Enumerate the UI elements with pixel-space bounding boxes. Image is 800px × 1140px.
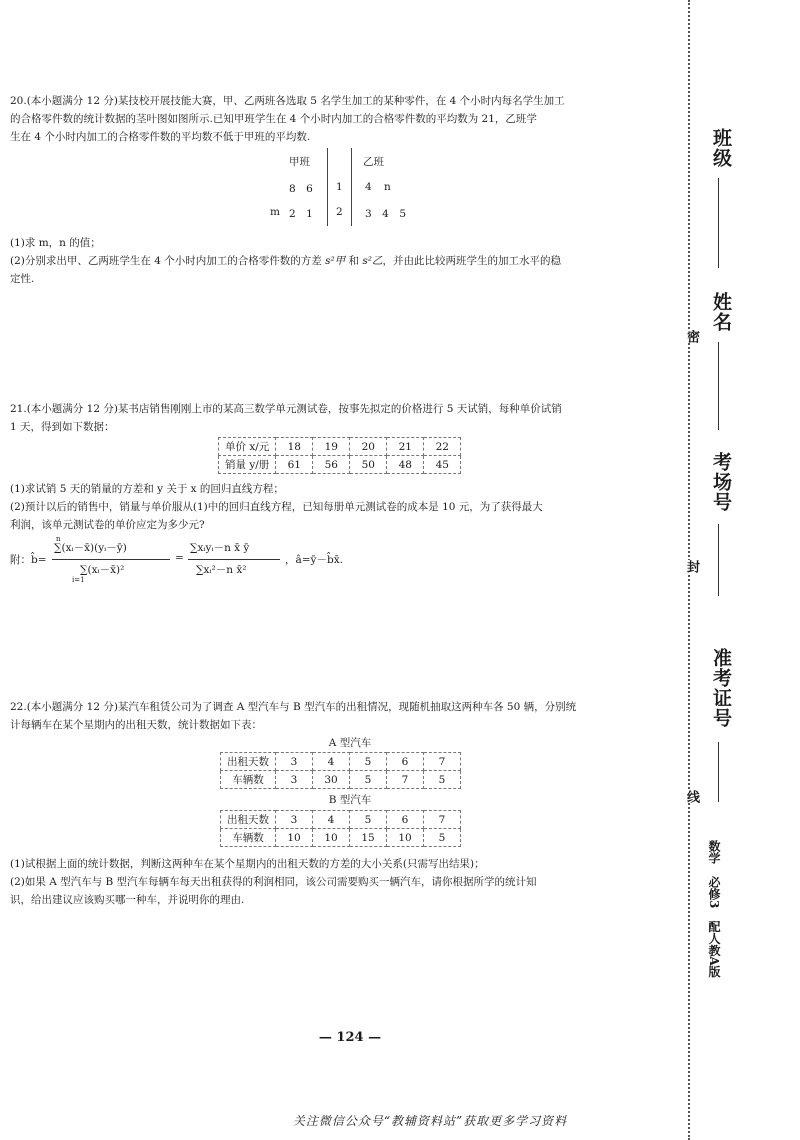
name-label: 姓名 (710, 292, 732, 332)
stem-row1-stem: 1 (336, 181, 343, 193)
table-cell: 22 (424, 438, 461, 456)
table-cell: 6 (387, 811, 424, 829)
price-sales-table (218, 437, 461, 474)
table-row (221, 753, 461, 771)
table-row (219, 456, 461, 474)
formula-suffix: ，â=ȳ－b̂x̄. (285, 554, 343, 566)
table-cell: 61 (276, 456, 313, 474)
table-cell: 30 (313, 771, 350, 789)
table-cell: 10 (313, 829, 350, 847)
type-a-table (220, 752, 461, 789)
table-cell: 19 (313, 438, 350, 456)
formula-sum-bottom: i=1 (72, 576, 85, 584)
footer-note: 关注微信公众号“教辅资料站”获取更多学习资料 (292, 1114, 568, 1128)
table-row (219, 438, 461, 456)
table-cell: 50 (350, 456, 387, 474)
table-cell: 出租天数 (221, 753, 276, 771)
formula-num-2: ∑xᵢyᵢ－n x̄ ȳ (190, 542, 250, 554)
q20-line: 的合格零件数的统计数据的茎叶图如图所示.已知甲班学生在 4 个小时内加工的合格零件数的平均数为 21，乙班学 (10, 113, 537, 125)
q20-part2-a: (2)分别求出甲、乙两班学生在 4 个小时内加工的合格零件数的方差 (10, 255, 322, 267)
formula-sum-top: n (56, 535, 61, 543)
table-cell: 45 (424, 456, 461, 474)
formula-prefix: 附：b̂= (10, 554, 47, 566)
stem-row2-m: m (270, 206, 280, 218)
table-row (221, 771, 461, 789)
table-cell: 3 (276, 771, 313, 789)
q20-and: 和 (348, 255, 360, 267)
table-cell: 7 (424, 811, 461, 829)
table-b-caption: B 型汽车 (328, 794, 372, 806)
table-cell: 车辆数 (221, 829, 276, 847)
fraction-bar (52, 559, 170, 560)
q22-part2-a: (2)如果 A 型汽车与 B 型汽车每辆车每天出租获得的利润相同，该公司需要购买一辆汽车，请你根据所学的统计知 (10, 876, 537, 888)
seal-mark-2: 封 (684, 560, 699, 573)
stem-row1-right-b: n (384, 181, 391, 193)
stem-left-header: 甲班 (289, 156, 310, 168)
stem-row1-right-a: 4 (365, 181, 372, 193)
table-cell: 出租天数 (221, 811, 276, 829)
q21-parts (10, 480, 670, 534)
stem-row2-stem: 2 (336, 206, 343, 218)
table-cell: 5 (350, 771, 387, 789)
table-row (221, 811, 461, 829)
table-cell: 销量 y/册 (219, 456, 276, 474)
q21-line: 1 天，得到如下数据： (10, 421, 115, 433)
question-21 (10, 400, 670, 436)
ticket-number-label: 准考证号 (710, 648, 732, 728)
stem-row2-left: 2 1 (289, 208, 313, 220)
table-cell: 3 (276, 811, 313, 829)
table-cell: 5 (424, 829, 461, 847)
table-cell: 5 (350, 753, 387, 771)
exam-room-blank (718, 524, 719, 596)
fraction-bar (188, 559, 280, 560)
q22-parts (10, 855, 670, 909)
table-a-caption: A 型汽车 (328, 737, 372, 749)
seal-mark-3: 线 (684, 790, 699, 803)
formula-den-1: ∑(xᵢ－x̄)² (80, 564, 125, 576)
table-cell: 56 (313, 456, 350, 474)
page-number: — 124 — (318, 1030, 382, 1045)
class-label: 班级 (710, 128, 732, 168)
table-cell: 48 (387, 456, 424, 474)
table-cell: 7 (424, 753, 461, 771)
name-blank (718, 342, 719, 430)
table-cell: 3 (276, 753, 313, 771)
table-cell: 15 (350, 829, 387, 847)
table-cell: 5 (350, 811, 387, 829)
stem-right-header: 乙班 (363, 156, 384, 168)
seal-mark-1: 密 (684, 330, 699, 343)
q22-part2-b: 识，给出建议应该购买哪一种车，并说明你的理由. (10, 894, 245, 906)
q20-part1: (1)求 m，n 的值； (10, 237, 101, 249)
q20-part2 (10, 252, 670, 270)
table-cell: 车辆数 (221, 771, 276, 789)
q20-parts (10, 234, 670, 288)
stem-divider-right (351, 148, 352, 226)
class-blank (718, 178, 719, 268)
q20-part2-b: ，并由此比较两班学生的加工水平的稳 (382, 255, 561, 267)
q20-variance-1: s²甲 (325, 255, 346, 267)
regression-formula (10, 535, 430, 585)
formula-num-1: ∑(xᵢ－x̄)(yᵢ－ȳ) (54, 542, 127, 554)
formula-eq: = (175, 552, 184, 564)
q21-part2-a: (2)预计以后的销售中，销量与单价服从(1)中的回归直线方程，已知每册单元测试卷的成本是 10 元，为了获得最大 (10, 501, 543, 513)
q21-part2-b: 利润，该单元测试卷的单价应定为多少元? (10, 519, 205, 531)
exam-room-label: 考场号 (710, 452, 732, 512)
table-cell: 20 (350, 438, 387, 456)
book-info: 数学 必修3 配人教A版 (707, 840, 721, 978)
q20-line: 20.(本小题满分 12 分)某技校开展技能大赛，甲、乙两班各选取 5 名学生加工的某种零件，在 4 个小时内每名学生加工 (10, 95, 565, 107)
stem-row2-right: 3 4 5 (365, 208, 407, 220)
table-cell: 5 (424, 771, 461, 789)
table-cell: 21 (387, 438, 424, 456)
table-cell: 单价 x/元 (219, 438, 276, 456)
q21-line: 21.(本小题满分 12 分)某书店销售刚刚上市的某高三数学单元测试卷，按事先拟定的价格进行 5 天试销，每种单价试销 (10, 403, 562, 415)
table-cell: 18 (276, 438, 313, 456)
table-cell: 4 (313, 811, 350, 829)
table-cell: 7 (387, 771, 424, 789)
table-cell: 4 (313, 753, 350, 771)
q21-part1: (1)求试销 5 天的销量的方差和 y 关于 x 的回归直线方程； (10, 483, 284, 495)
q22-part1: (1)试根据上面的统计数据，判断这两种车在某个星期内的出租天数的方差的大小关系(只需写出结果)； (10, 858, 485, 870)
type-b-table (220, 810, 461, 847)
table-cell: 10 (387, 829, 424, 847)
q20-variance-2: s²乙 (362, 255, 383, 267)
table-cell: 6 (387, 753, 424, 771)
formula-den-2: ∑xᵢ²－n x̄² (196, 564, 247, 576)
q22-line: 22.(本小题满分 12 分)某汽车租赁公司为了调查 A 型汽车与 B 型汽车的出租情况，现随机抽取这两种车各 50 辆，分别统 (10, 701, 577, 713)
q22-line: 计每辆车在某个星期内的出租天数，统计数据如下表： (10, 719, 262, 731)
stem-divider-left (327, 148, 328, 226)
q20-line: 生在 4 个小时内加工的合格零件数的平均数不低于甲班的平均数. (10, 131, 311, 143)
table-cell: 10 (276, 829, 313, 847)
question-22 (10, 698, 670, 734)
table-row (221, 829, 461, 847)
question-20 (10, 92, 670, 146)
q20-part2-c: 定性. (10, 273, 35, 285)
ticket-number-blank (718, 742, 719, 802)
stem-row1-left: 8 6 (289, 183, 313, 195)
